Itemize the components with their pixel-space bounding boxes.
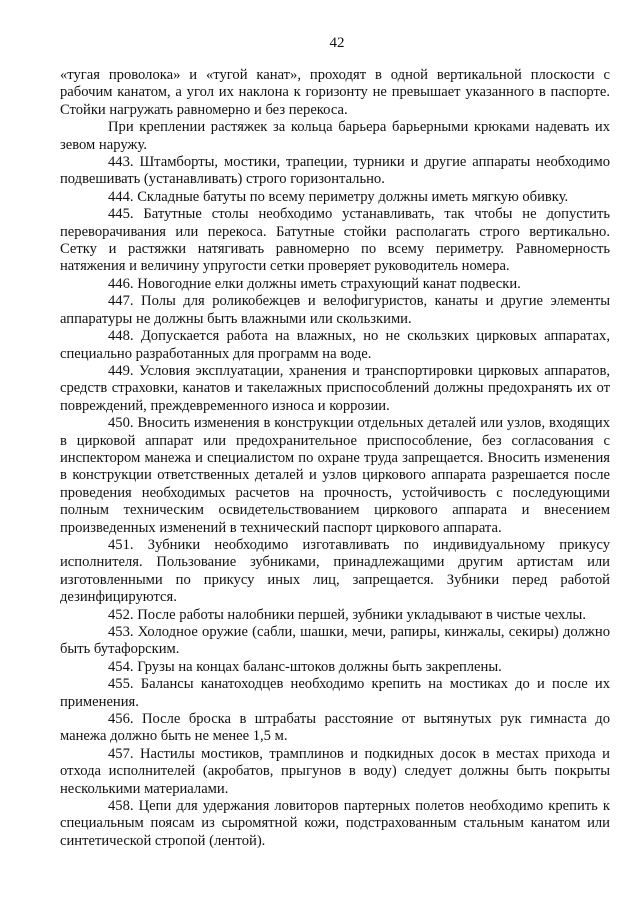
paragraph-447: 447. Полы для роликобежцев и велофигуристов, канаты и другие элементы аппаратуры не должны быть влажными или скользкими. — [60, 293, 610, 327]
paragraph-457: 457. Настилы мостиков, трамплинов и подкидных досок в местах прихода и отхода исполнителей (акробатов, прыгунов в воду) следует должны быть покрыты несколькими материалами. — [60, 745, 610, 797]
paragraph-452: 452. После работы налобники першей, зубники укладывают в чистые чехлы. — [108, 606, 586, 623]
document-body — [60, 67, 610, 850]
paragraph-445: 445. Батутные столы необходимо устанавливать, так чтобы не допустить переворачивания или перекоса. Батутные стойки располагать строго вертикально. Сетку и растяжки натягивать равномерно по всему периметру. Равномерность натяжения и величину упругости сетки проверяет руководитель номера. — [60, 206, 610, 275]
paragraph-446: 446. Новогодние елки должны иметь страхующий канат подвески. — [108, 275, 521, 292]
paragraph-456: 456. После броска в штрабаты расстояние от вытянутых рук гимнаста до манежа должно быть не менее 1,5 м. — [60, 711, 610, 745]
paragraph-455: 455. Балансы канатоходцев необходимо крепить на мостиках до и после их применения. — [60, 676, 610, 710]
paragraph-443: 443. Штамборты, мостики, трапеции, турники и другие аппараты необходимо подвешивать (устанавливать) строго горизонтально. — [60, 154, 610, 188]
page-number: 42 — [329, 35, 345, 51]
paragraph-453: 453. Холодное оружие (сабли, шашки, мечи, рапиры, кинжалы, секиры) должно быть бутафорским. — [60, 624, 610, 658]
paragraph-458: 458. Цепи для удержания ловиторов партерных полетов необходимо крепить к специальным поясам из сыромятной кожи, подстрахованным стальным канатом или синтетической стропой (лентой). — [60, 798, 610, 849]
paragraph-454: 454. Грузы на концах баланс-штоков должны быть закреплены. — [108, 658, 502, 675]
paragraph-448: 448. Допускается работа на влажных, но не скользких цирковых аппаратах, специально разработанных для программ на воде. — [60, 328, 610, 362]
paragraph-450: 450. Вносить изменения в конструкции отдельных деталей или узлов, входящих в цирковой аппарат или предохранительное приспособление, без согласования с инспектором манежа и специалистом по охране труда запрещается. Вносить изменения в конструкции ответственных деталей и узлов циркового аппарата разрешается после проведения необходимых расчетов на прочность, устойчивость с последующими полным техническим освидетельствованием циркового аппарата и внесением произведенных изменений в технический паспорт циркового аппарата. — [60, 415, 610, 536]
paragraph-449: 449. Условия эксплуатации, хранения и транспортировки цирковых аппаратов, средств страховки, канатов и такелажных приспособлений должны предохранять их от повреждений, преждевременного износа и коррозии. — [60, 362, 610, 414]
paragraph-stretchers: При креплении растяжек за кольца барьера барьерными крюками надевать их зевом наружу. — [60, 119, 610, 153]
paragraph-451: 451. Зубники необходимо изготавливать по индивидуальному прикусу исполнителя. Пользование зубниками, принадлежащими другим артистам или изготовленными по прикусу иных лиц, запрещается. Зубники перед работой дезинфицируются. — [60, 536, 610, 606]
paragraph-continuation: «тугая проволока» и «тугой канат», проходят в одной вертикальной плоскости с рабочим канатом, а угол их наклона к горизонту не превышает указанного в паспорте. Стойки нагружать равномерно и без перекоса. — [60, 67, 610, 118]
paragraph-444: 444. Складные батуты по всему периметру должны иметь мягкую обивку. — [108, 188, 569, 205]
